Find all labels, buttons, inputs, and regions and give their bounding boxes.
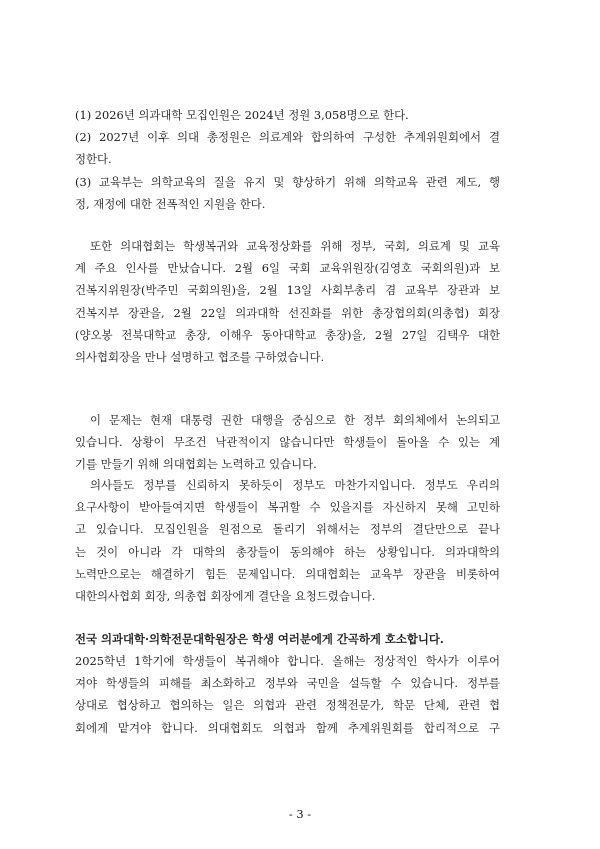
page-number: - 3 - xyxy=(288,807,312,821)
paragraph-line: 노력만으로는 해결하기 힘든 문제입니다. 의대협회는 교육부 장관을 비롯하여 xyxy=(75,566,500,581)
paragraph-line: 회에게 맡겨야 합니다. 의대협회도 의협과 함께 추계위원회를 합리적으로 구 xyxy=(75,720,500,735)
paragraph-line: 의사들도 정부를 신뢰하지 못하듯이 정부도 마찬가지입니다. 정부도 우리의 xyxy=(90,478,500,492)
appeal-heading: 전국 의과대학·의학전문대학원장은 학생 여러분에게 간곡하게 호소합니다. xyxy=(75,632,444,646)
paragraph-line: 대한의사협회 회장, 의총협 회장에게 결단을 요청드렸습니다. xyxy=(75,589,376,603)
list-item-line: 정, 재정에 대한 전폭적인 지원을 한다. xyxy=(75,196,266,211)
paragraph-line: 건복지위원장(박주민 국회의원)을, 2월 13일 사회부총리 겸 교육부 장관과 보 xyxy=(75,283,500,298)
paragraph-line: 는 것이 아니라 각 대학의 총장들이 동의해야 하는 상황입니다. 의과대학의 xyxy=(75,544,500,559)
paragraph-line: 상대로 협상하고 협의하는 일은 의협과 관련 정책전문가, 학문 단체, 관련 협 xyxy=(75,698,500,713)
paragraph-line: 이 문제는 현재 대통령 권한 대행을 중심으로 한 정부 회의체에서 논의되고 xyxy=(90,413,500,427)
paragraph-line: 건복지부 장관을, 2월 22일 의과대학 선진화를 위한 총장협의회(의총협) 회장 xyxy=(75,305,500,320)
paragraph-line: 계 주요 인사를 만났습니다. 2월 6일 국회 교육위원장(김영호 국회의원)과 보 xyxy=(75,261,500,276)
paragraph-line: 있습니다. 상황이 무조건 낙관적이지 않습니다만 학생들이 돌아올 수 있는 계 xyxy=(75,435,500,450)
list-item-line: (1) 2026년 의과대학 모집인원은 2024년 정원 3,058명으로 한다. xyxy=(75,108,409,122)
paragraph-line: 또한 의대협회는 학생복귀와 교육정상화를 위해 정부, 국회, 의료계 및 교육 xyxy=(90,239,500,253)
paragraph-line: 져야 학생들의 피해를 최소화하고 정부와 국민을 설득할 수 있습니다. 정부를 xyxy=(75,676,500,691)
paragraph-line: 기를 만들기 위해 의대협회는 노력하고 있습니다. xyxy=(75,457,317,472)
paragraph-line: (양오봉 전북대학교 총장, 이해우 동아대학교 총장)을, 2월 27일 김택우 대한 xyxy=(75,327,500,342)
list-item-line: 정한다. xyxy=(75,152,112,167)
paragraph-line: 고 있습니다. 모집인원을 원점으로 돌리기 위해서는 정부의 결단만으로 끝나 xyxy=(75,522,500,537)
list-item-line: (2) 2027년 이후 의대 총정원은 의료계와 합의하여 구성한 추계위원회에서 결 xyxy=(75,130,500,145)
list-item-line: (3) 교육부는 의학교육의 질을 유지 및 향상하기 위해 의학교육 관련 제도, 행 xyxy=(75,174,500,189)
paragraph-line: 의사협회장을 만나 설명하고 협조를 구하였습니다. xyxy=(75,350,325,364)
paragraph-line: 2025학년 1학기에 학생들이 복귀해야 합니다. 올해는 정상적인 학사가 이루어 xyxy=(75,654,500,668)
paragraph-line: 요구사항이 받아들여지면 학생들이 복귀할 수 있을지를 자신하지 못해 고민하 xyxy=(75,500,500,515)
